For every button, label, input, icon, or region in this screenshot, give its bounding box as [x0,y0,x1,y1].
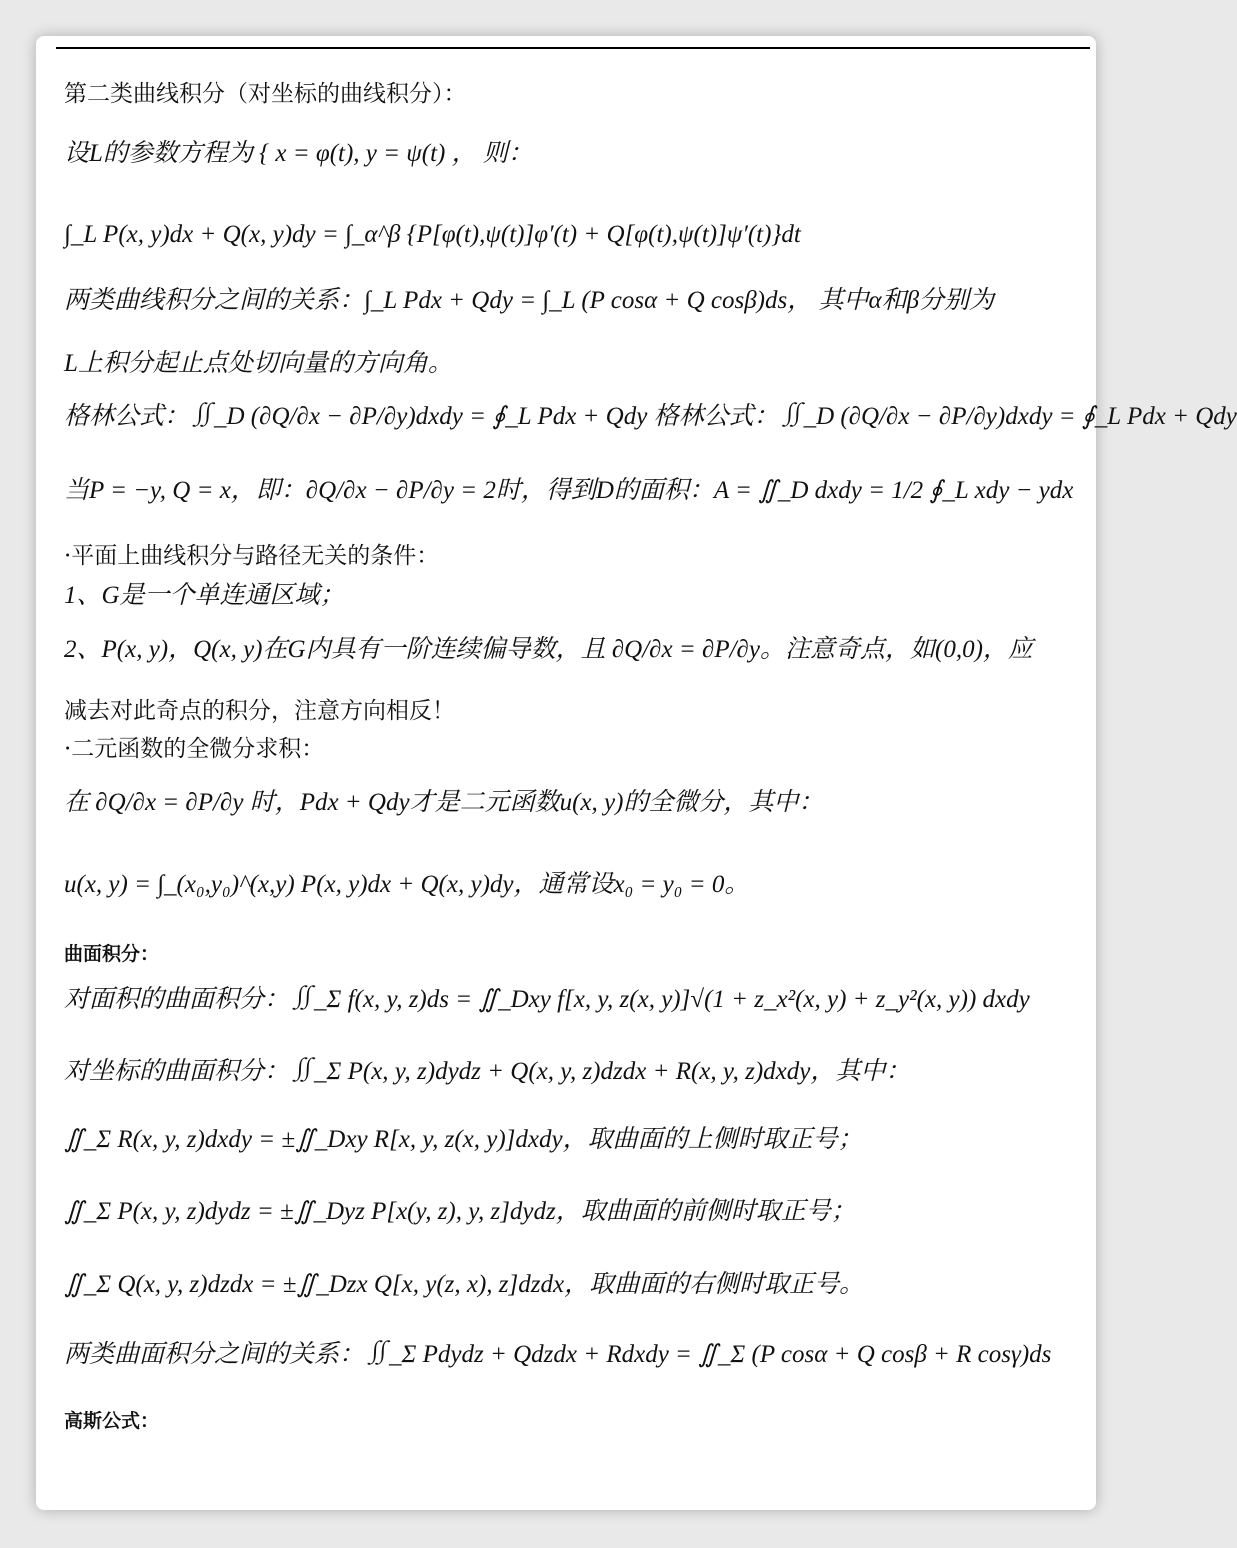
surface-integral-relation: 两类曲面积分之间的关系：∬_Σ Pdydz + Qdzdx + Rdxdy = ∬_Σ (P cosα + Q cosβ + R cosγ)ds [64,1341,1052,1368]
total-differential-title: ·二元函数的全微分求积： [64,736,325,762]
condition-1: 1、G是一个单连通区域； [64,582,345,609]
document-page [36,36,1237,1510]
surface-integral-r-term: ∬_Σ R(x, y, z)dxdy = ±∬_Dxy R[x, y, z(x, y)]dxdy，取曲面的上侧时取正号； [64,1126,863,1153]
green-formula: 格林公式：∬_D (∂Q/∂x − ∂P/∂y)dxdy = ∮_L Pdx + Qdy 格林公式：∬_D (∂Q/∂x − ∂P/∂y)dxdy = ∮_L Pdx + Qdy [64,403,1237,430]
total-differential-condition: 在 ∂Q/∂x = ∂P/∂y 时，Pdx + Qdy才是二元函数u(x, y)的全微分，其中： [64,789,824,816]
surface-integral-area: 对面积的曲面积分：∬_Σ f(x, y, z)ds = ∬_Dxy f[x, y, z(x, y)]√(1 + z_x²(x, y) + z_y²(x, y)) dxdy [64,986,1030,1013]
direction-angle-note: L上积分起止点处切向量的方向角。 [64,350,453,377]
surface-integral-coordinates: 对坐标的曲面积分：∬_Σ P(x, y, z)dydz + Q(x, y, z)dzdx + R(x, y, z)dxdy，其中： [64,1058,911,1085]
condition-2: 2、P(x, y)，Q(x, y)在G内具有一阶连续偏导数，且 ∂Q/∂x = ∂P/∂y。注意奇点，如(0,0)，应 [64,636,1033,663]
gauss-formula-heading: 高斯公式： [64,1410,160,1432]
line-integral-formula: ∫_L P(x, y)dx + Q(x, y)dy = ∫_α^β {P[φ(t),ψ(t)]φ′(t) + Q[φ(t),ψ(t)]ψ′(t)}dt [64,221,801,248]
surface-integral-q-term: ∬_Σ Q(x, y, z)dzdx = ±∬_Dzx Q[x, y(z, x), z]dzdx，取曲面的右侧时取正号。 [64,1271,865,1298]
potential-function-formula: u(x, y) = ∫_(x₀,y₀)^(x,y) P(x, y)dx + Q(x, y)dy，通常设x₀ = y₀ = 0。 [64,871,750,898]
path-independence-title: ·平面上曲线积分与路径无关的条件： [64,543,440,569]
line-integral-relation: 两类曲线积分之间的关系：∫_L Pdx + Qdy = ∫_L (P cosα + Q cosβ)ds， 其中α和β分别为 [64,287,995,314]
surface-integral-heading: 曲面积分： [64,943,160,965]
area-formula: 当P = −y, Q = x，即：∂Q/∂x − ∂P/∂y = 2时，得到D的面积：A = ∬_D dxdy = 1/2 ∮_L xdy − ydx [64,477,1074,504]
surface-integral-p-term: ∬_Σ P(x, y, z)dydz = ±∬_Dyz P[x(y, z), y, z]dydz，取曲面的前侧时取正号； [64,1198,856,1225]
section-title-line-integral-2: 第二类曲线积分（对坐标的曲线积分）： [64,81,467,107]
singular-point-note: 减去对此奇点的积分，注意方向相反！ [64,698,455,724]
parametric-equation-line: 设L的参数方程为 { x = φ(t), y = ψ(t) ， 则： [64,140,533,167]
top-rule [56,47,1090,49]
